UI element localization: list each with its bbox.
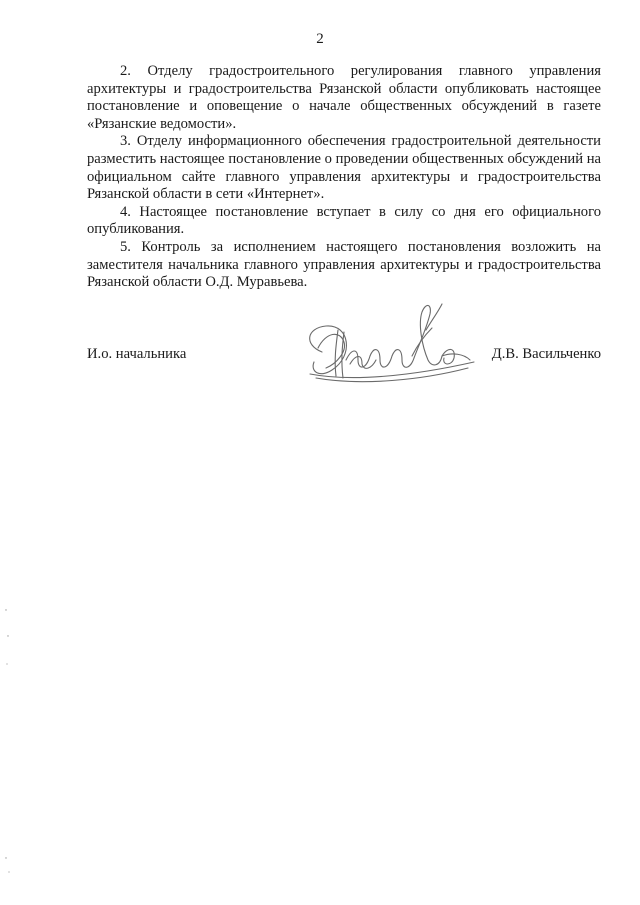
paragraph-4: 4. Настоящее постановление вступает в силу со дня его официального опубликования.	[87, 203, 601, 238]
signatory-title: И.о. начальника	[87, 346, 187, 362]
paragraph-5: 5. Контроль за исполнением настоящего постановления возложить на заместителя начальника главного управления архитектуры и градостроительства Рязанской области О.Д. Муравьева.	[87, 238, 601, 291]
page-number: 2	[316, 31, 324, 47]
paragraph-3: 3. Отделу информационного обеспечения градостроительной деятельности разместить настоящее постановление о проведении общественных обсуждений на официальном сайте главного управления архитектуры и градостроительства Рязанской области в сети «Интернет».	[87, 133, 601, 203]
paragraph-2: 2. Отделу градостроительного регулирования главного управления архитектуры и градостроительства Рязанской области опубликовать настоящее постановление и оповещение о начале общественных обсуждений в газете «Рязанские ведомости».	[87, 63, 601, 132]
signatory-name: Д.В. Васильченко	[491, 346, 601, 362]
